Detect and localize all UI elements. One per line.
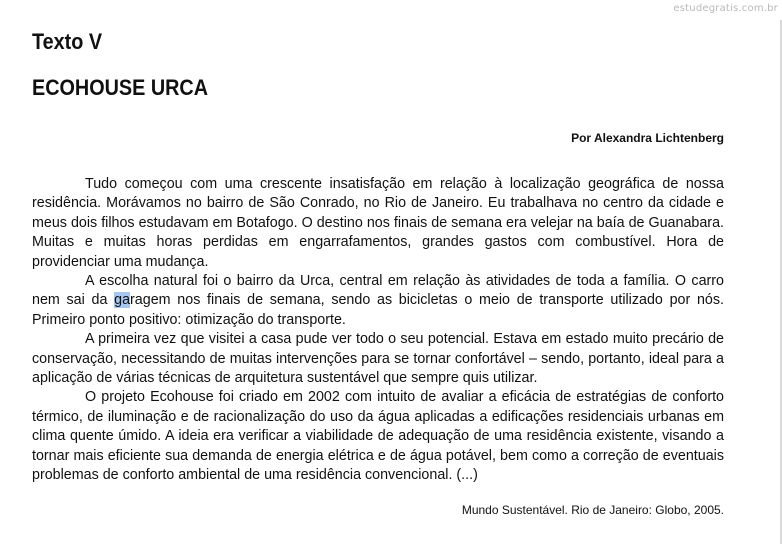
paragraph-2-text-start: A escolha natural foi o bairro da Urca, central em relação às atividades de toda a família. O carro nem sai da: [32, 273, 724, 309]
author-byline: Por Alexandra Lichtenberg: [571, 131, 724, 145]
text-selection-highlight[interactable]: ga: [114, 292, 131, 309]
paragraph-4: O projeto Ecohouse foi criado em 2002 com intuito de avaliar a eficácia de estratégias de conforto térmico, de iluminação e de racionalização do uso da água aplicadas a edificações residenciais urbanas em clima quente úmido. A ideia era verificar a viabilidade de adequação de uma residência existente, visando a tornar mais eficiente sua demanda de energia elétrica e de água potável, bem como a correção de eventuais problemas de conforto ambiental de uma residência convencional. (...): [32, 389, 724, 484]
article-body: [32, 175, 724, 486]
paragraph-2-text-end: ragem nos finais de semana, sendo as bicicletas o meio de transporte utilizado por nós. Primeiro ponto positivo: otimização do transporte.: [32, 292, 724, 328]
paragraph-3: A primeira vez que visitei a casa pude ver todo o seu potencial. Estava em estado muito precário de conservação, necessitando de muitas intervenções para se tornar confortável – sendo, portanto, ideal para a aplicação de várias técnicas de arquitetura sustentável que sempre quis utilizar.: [32, 331, 724, 387]
article-title: ECOHOUSE URCA: [32, 75, 209, 100]
paragraph-1: Tudo começou com uma crescente insatisfação em relação à localização geográfica de nossa residência. Morávamos no bairro de São Conrado, no Rio de Janeiro. Eu trabalhava no centro da cidade e meus dois filhos estudavam em Botafogo. O destino nos finais de semana era velejar na baía de Guanabara. Muitas e muitas horas perdidas em engarrafamentos, grandes gastos com combustível. Hora de providenciar uma mudança.: [32, 176, 724, 270]
site-watermark: estudegratis.com.br: [673, 3, 778, 14]
source-citation: Mundo Sustentável. Rio de Janeiro: Globo, 2005.: [461, 503, 724, 517]
paragraph-2: [32, 272, 724, 330]
text-label: Texto V: [32, 29, 103, 54]
